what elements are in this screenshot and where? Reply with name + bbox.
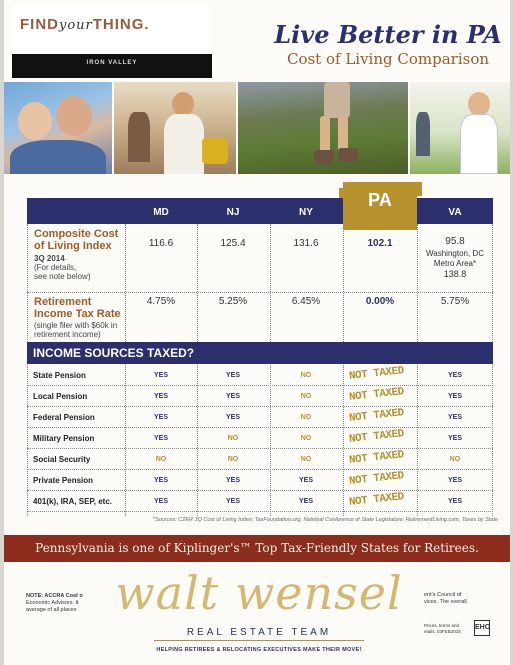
col-header-md: MD (153, 207, 169, 218)
taxed-va-cell: YES (447, 414, 462, 421)
banner-text: Pennsylvania is one of Kiplinger's™ Top Tax-Friendly States for Retirees. (35, 541, 479, 555)
taxed-pa-cell: NOT TAXED (348, 470, 405, 488)
pa-state-shape (343, 182, 417, 230)
taxed-pa-cell: NOT TAXED (348, 365, 405, 383)
accra-note: NOTE: ACCRA Cost o Economic Advisors. It average of all places (26, 593, 83, 613)
taxed-ny-cell: YES (298, 498, 313, 505)
taxed-ny-cell: NO (300, 435, 312, 442)
taxed-nj-cell: YES (225, 477, 240, 484)
income-sources-title: INCOME SOURCES TAXED? (33, 346, 195, 360)
ret-md-value: 4.75% (146, 296, 176, 307)
taxed-nj-cell: YES (225, 393, 240, 400)
income-source-label: 401(k), IRA, SEP, etc. (33, 497, 112, 506)
taxed-nj-cell: YES (225, 414, 240, 421)
kiplinger-banner (4, 535, 510, 562)
sources-footnote: *Sources: C2ER 3Q Cost of Living Index; TaxFoundation.org, National Conference of State Legislature; RetirementLiving.com, Taxes by State (152, 517, 498, 523)
ret-ny-value: 6.45% (291, 296, 321, 307)
row-divider (27, 427, 493, 428)
income-source-label: State Pension (33, 371, 86, 380)
income-sources-header (27, 342, 493, 364)
taxed-md-cell: YES (153, 393, 168, 400)
taxed-va-cell: YES (447, 372, 462, 379)
brand-tagline: HELPING RETIREES & RELOCATING EXECUTIVES MAKE THEIR MOVE! (156, 647, 362, 653)
taxed-nj-cell: YES (225, 372, 240, 379)
photo-strip (4, 82, 510, 174)
taxed-ny-cell: NO (300, 456, 312, 463)
taxed-md-cell: YES (153, 435, 168, 442)
col-header-pa: PA (368, 190, 392, 210)
taxed-md-cell: YES (153, 477, 168, 484)
equal-housing-icon: EHO (474, 620, 490, 636)
taxed-md-cell: YES (153, 498, 168, 505)
taxed-va-cell: NO (449, 456, 461, 463)
photo-hiking (238, 82, 408, 174)
taxed-md-cell: YES (153, 414, 168, 421)
taxed-nj-cell: NO (227, 435, 239, 442)
brand-divider (154, 640, 364, 641)
taxed-nj-cell: NO (227, 456, 239, 463)
taxed-ny-cell: YES (298, 477, 313, 484)
row-divider (27, 511, 493, 512)
council-note: ent's Council of vices. The overall (424, 592, 467, 605)
col-nj-value: 125.4 (220, 238, 246, 249)
row-divider (27, 469, 493, 470)
taxed-va-cell: YES (447, 393, 462, 400)
flyer-page (4, 0, 510, 665)
col-header-ny: NY (299, 207, 313, 218)
ret-tax-note: (single filer with $60k in retirement income) (34, 321, 118, 339)
row-divider (27, 490, 493, 491)
taxed-pa-cell: NOT TAXED (348, 491, 405, 509)
ret-nj-value: 5.25% (218, 296, 248, 307)
taxed-ny-cell: NO (300, 414, 312, 421)
taxed-va-cell: YES (447, 498, 462, 505)
taxed-md-cell: NO (155, 456, 167, 463)
ret-tax-label: Retirement Income Tax Rate (34, 296, 121, 320)
taxed-ny-cell: NO (300, 372, 312, 379)
col-va-dc-note: Washington, DC Metro Area* 138.8 (426, 249, 484, 279)
col-md-value: 116.6 (148, 238, 174, 249)
photo-couple-selfie (4, 82, 112, 174)
taxed-pa-cell: NOT TAXED (348, 407, 405, 425)
brand-team: REAL ESTATE TEAM (186, 627, 332, 638)
row-divider (27, 385, 493, 386)
income-source-label: Local Pension (33, 392, 88, 401)
logo-wordmark: FINDyourTHING. (20, 16, 150, 33)
income-source-label: Social Security (33, 455, 91, 464)
logo-subtitle: IRON VALLEY (86, 60, 138, 66)
row-divider (27, 448, 493, 449)
ret-va-value: 5.75% (440, 296, 470, 307)
income-source-label: Federal Pension (33, 413, 95, 422)
terms-note: Prices, terms and etails. 03FEB2015 (424, 623, 461, 634)
ret-pa-value: 0.00% (365, 296, 395, 307)
taxed-pa-cell: NOT TAXED (348, 428, 405, 446)
row-divider (27, 406, 493, 407)
col-header-va: VA (448, 207, 462, 218)
income-source-label: Military Pension (33, 434, 95, 443)
photo-shopping (114, 82, 236, 174)
photo-golfer (410, 82, 510, 174)
taxed-pa-cell: NOT TAXED (348, 449, 405, 467)
income-source-label: Private Pension (33, 476, 94, 485)
table-header-row (27, 198, 493, 224)
col-index-note: 3Q 2014 (For details, see note below) (34, 254, 91, 281)
col-index-label: Composite Cost of Living Index (34, 228, 119, 252)
taxed-ny-cell: NO (300, 393, 312, 400)
col-header-nj: NJ (226, 207, 240, 218)
col-ny-value: 131.6 (293, 238, 319, 249)
taxed-md-cell: YES (153, 372, 168, 379)
find-your-thing-logo (12, 4, 212, 78)
col-va-value: 95.8 (445, 236, 465, 247)
brand-name-logo: walt wensel (115, 566, 403, 620)
taxed-pa-cell: NOT TAXED (348, 386, 405, 404)
taxed-va-cell: YES (447, 477, 462, 484)
taxed-va-cell: YES (447, 435, 462, 442)
page-title: Live Better in PA (274, 20, 502, 49)
page-subtitle: Cost of Living Comparison (286, 50, 490, 68)
col-pa-value: 102.1 (367, 238, 393, 249)
taxed-nj-cell: YES (225, 498, 240, 505)
